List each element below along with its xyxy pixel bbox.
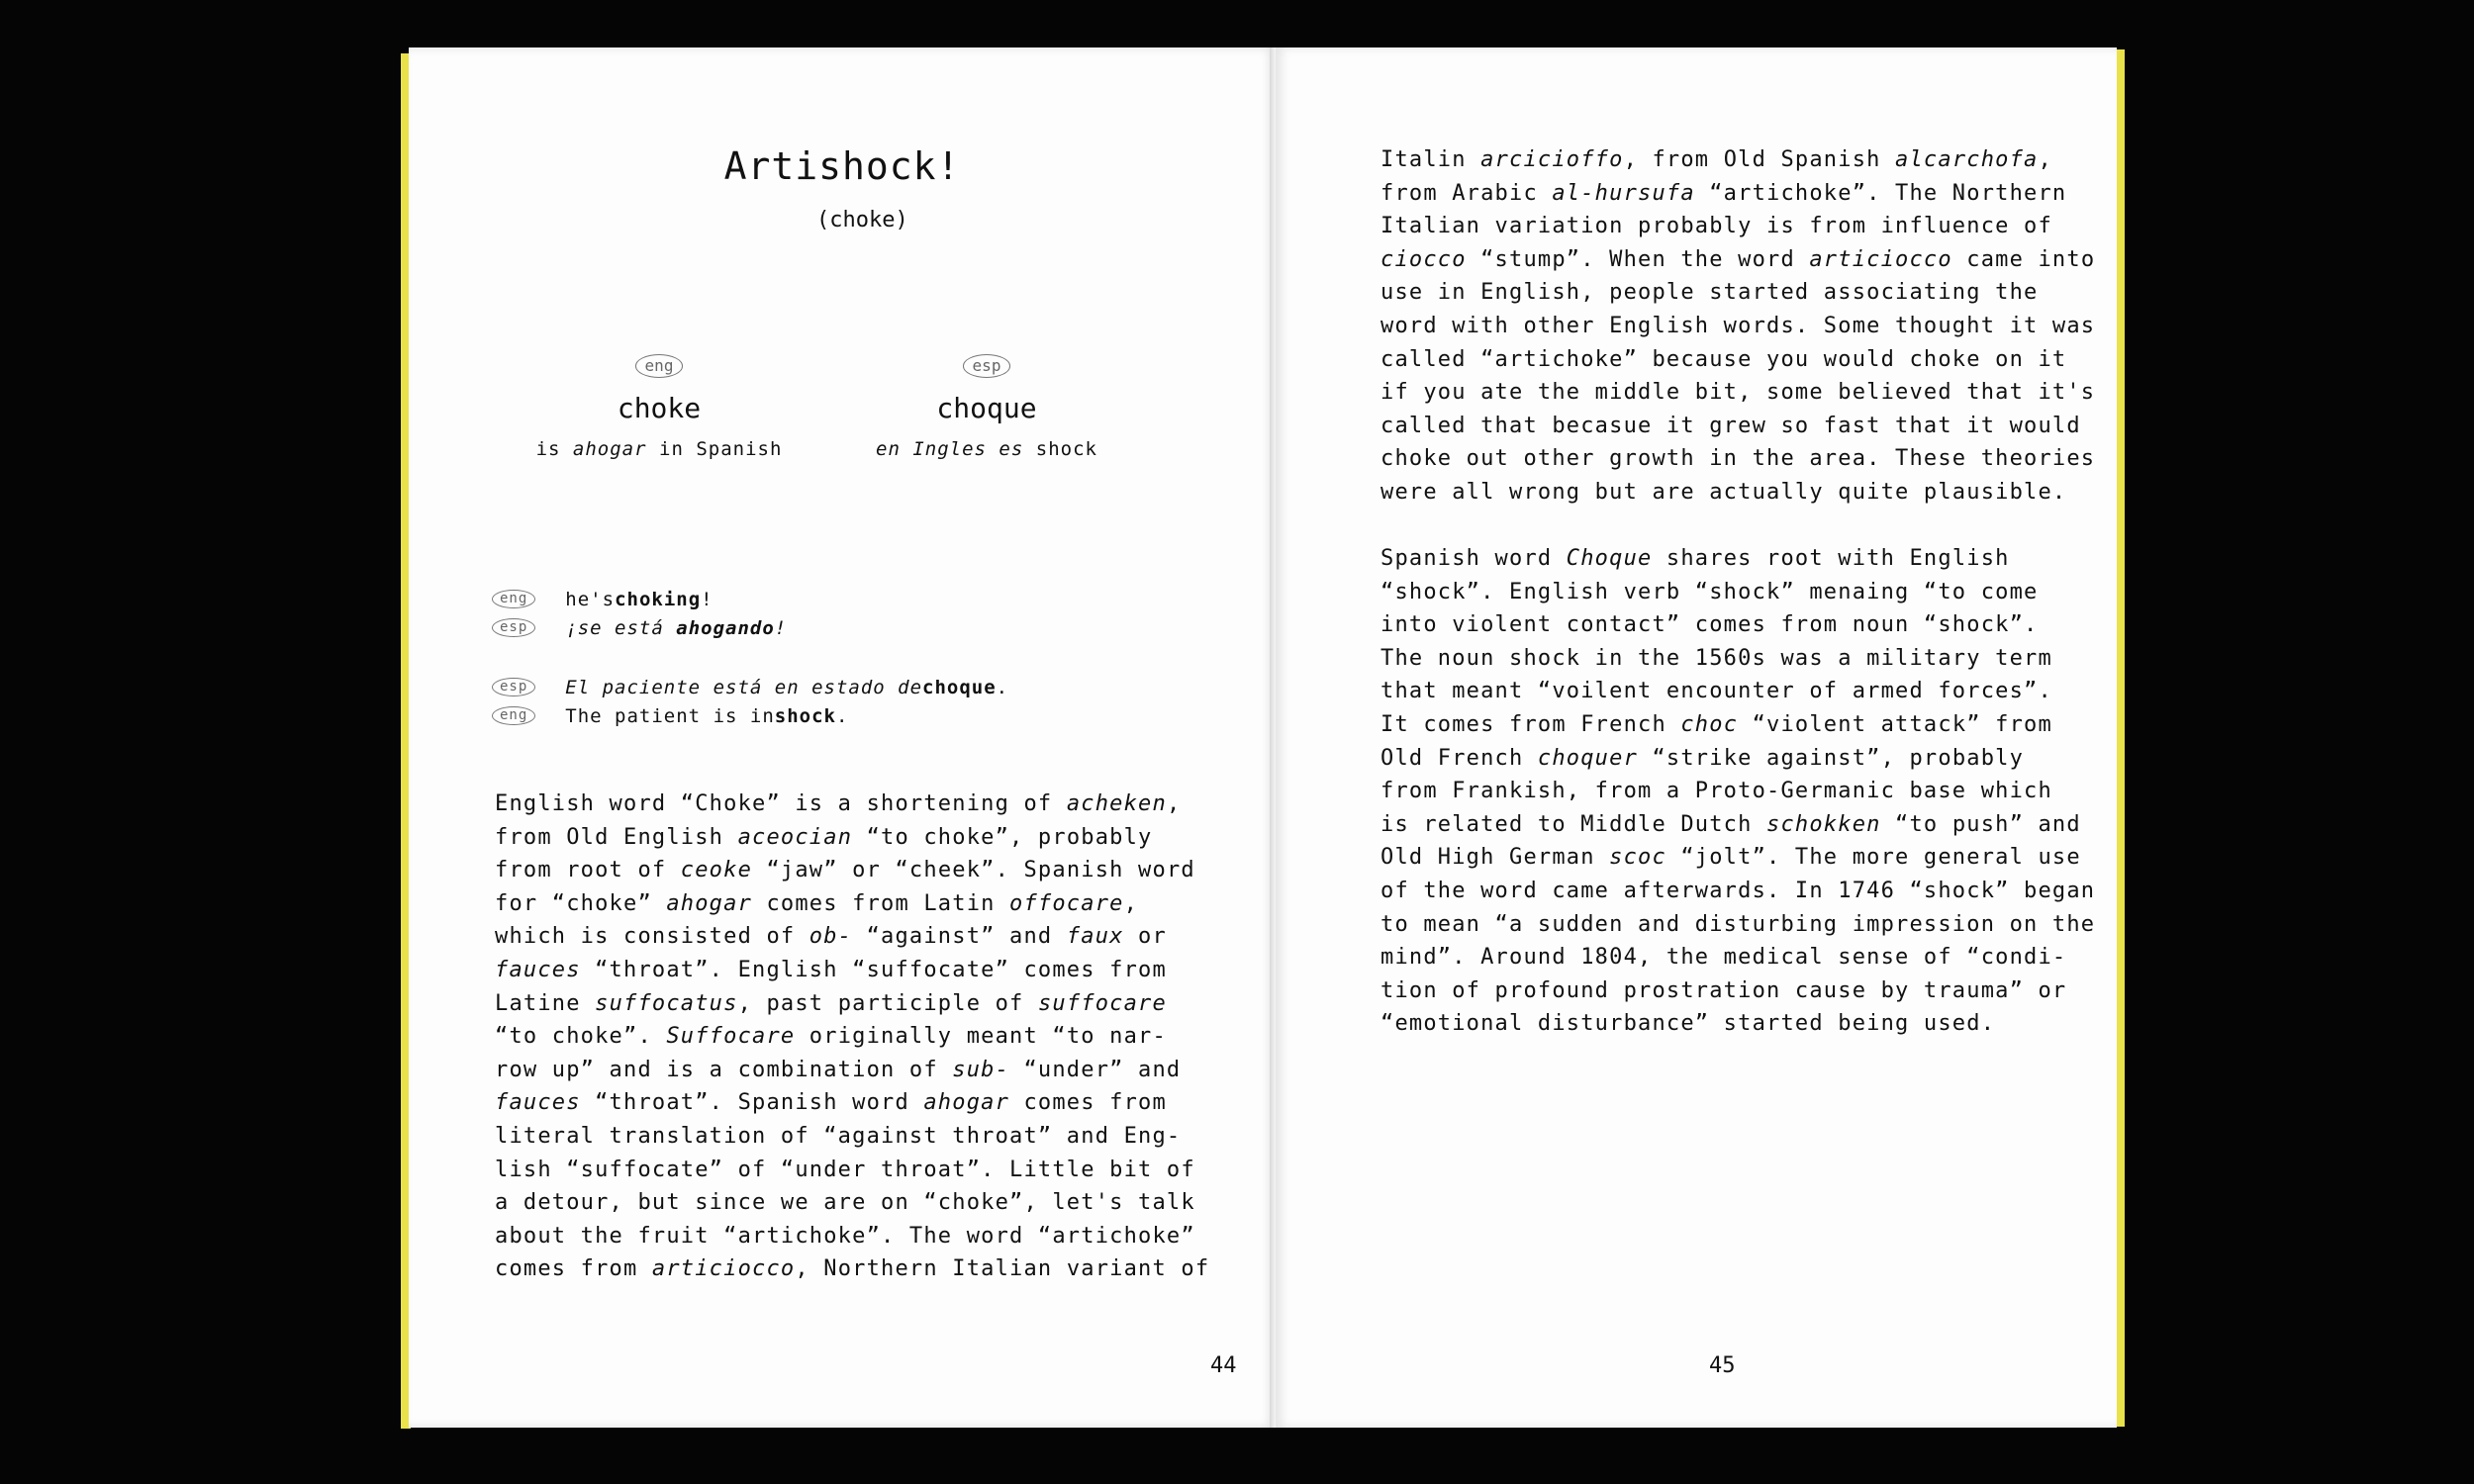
spanish-column	[838, 354, 1135, 460]
text-line: Italin arcicioffo, from Old Spanish alcarchofa,	[1380, 147, 2052, 172]
text-line: lish “suffocate” of “under throat”. Little bit of	[495, 1157, 1195, 1182]
text-line: which is consisted of ob- “against” and faux or	[495, 924, 1167, 950]
text-line: is related to Middle Dutch schokken “to push” and	[1380, 811, 2081, 837]
text-line: fauces “throat”. English “suffocate” comes from	[495, 957, 1167, 982]
text-line: about the fruit “artichoke”. The word “artichoke”	[495, 1223, 1195, 1249]
example-row: esp ¡se está ahogando!	[492, 613, 787, 642]
right-paragraph-2	[1380, 542, 2095, 1041]
open-book	[401, 47, 2125, 1433]
text-line: Old French choquer “strike against”, probably	[1380, 745, 2025, 771]
lang-badge-eng: eng	[635, 354, 684, 378]
text-line: “shock”. English verb “shock” menaing “to come	[1380, 579, 2039, 604]
text-line: “to choke”. Suffocare originally meant “to nar-	[495, 1024, 1167, 1050]
text-line: Spanish word Choque shares root with English	[1380, 546, 2010, 571]
text-line: literal translation of “against throat” and Eng-	[495, 1123, 1182, 1149]
text-line: mind”. Around 1804, the medical sense of “condi-	[1380, 945, 2067, 971]
example-row: eng he's choking !	[492, 585, 787, 613]
right-page	[1276, 47, 2117, 1428]
text-line: row up” and is a combination of sub- “under” and	[495, 1057, 1182, 1082]
page-title: Artishock!	[723, 144, 961, 188]
text-line: from Old English aceocian “to choke”, probably	[495, 824, 1153, 850]
text-line: It comes from French choc “violent attack” from	[1380, 711, 2052, 737]
english-column	[511, 354, 808, 460]
page-subtitle: (choke)	[816, 208, 908, 232]
text-line: Italian variation probably is from influence of	[1380, 214, 2052, 239]
headword-english: choke	[617, 392, 702, 424]
example-row: eng The patient is in shock .	[492, 701, 1008, 730]
text-line: of the word came afterwards. In 1746 “shock” began	[1380, 878, 2096, 903]
text-line: comes from articiocco, Northern Italian variant of	[495, 1256, 1210, 1282]
page-number: 45	[1709, 1353, 1736, 1378]
text-line: ciocco “stump”. When the word articiocco came into	[1380, 246, 2096, 272]
text-line: Latine suffocatus, past participle of suffocare	[495, 990, 1167, 1016]
lang-badge-esp: esp	[492, 618, 535, 637]
text-line: The noun shock in the 1560s was a military term	[1380, 645, 2052, 671]
text-line: from root of ceoke “jaw” or “cheek”. Spanish word	[495, 858, 1195, 883]
text-line: called that becasue it grew so fast that it would	[1380, 413, 2081, 438]
lang-badge-esp: esp	[963, 354, 1011, 378]
text-line: were all wrong but are actually quite plausible.	[1380, 479, 2067, 505]
text-line: called “artichoke” because you would choke on it	[1380, 346, 2067, 372]
text-line: “emotional disturbance” started being used.	[1380, 1011, 1996, 1037]
text-line: that meant “voilent encounter of armed forces”.	[1380, 679, 2052, 704]
lang-badge-eng: eng	[492, 706, 535, 725]
example-row: esp El paciente está en estado de choque .	[492, 673, 1008, 701]
example-group-shock	[492, 673, 1008, 730]
right-paragraph-1	[1380, 143, 2095, 510]
text-line: use in English, people started associating the	[1380, 280, 2039, 306]
lang-badge-esp: esp	[492, 678, 535, 696]
text-line: English word “Choke” is a shortening of acheken,	[495, 791, 1182, 816]
text-line: for “choke” ahogar comes from Latin offocare,	[495, 890, 1139, 916]
example-group-choking	[492, 585, 787, 642]
text-line: from Frankish, from a Proto-Germanic base which	[1380, 779, 2052, 804]
left-body-text	[495, 788, 1209, 1286]
headword-spanish: choque	[936, 392, 1037, 424]
text-line: into violent contact” comes from noun “shock”.	[1380, 612, 2039, 638]
text-line: choke out other growth in the area. These theories	[1380, 446, 2096, 472]
page-number: 44	[1210, 1353, 1237, 1378]
left-page	[409, 47, 1276, 1428]
text-line: Old High German scoc “jolt”. The more general use	[1380, 845, 2081, 871]
text-line: from Arabic al-hursufa “artichoke”. The Northern	[1380, 180, 2067, 206]
text-line: tion of profound prostration cause by trauma” or	[1380, 977, 2067, 1003]
lang-badge-eng: eng	[492, 590, 535, 608]
text-line: fauces “throat”. Spanish word ahogar comes from	[495, 1090, 1167, 1116]
text-line: if you ate the middle bit, some believed that it's	[1380, 380, 2096, 406]
text-line: a detour, but since we are on “choke”, let's talk	[495, 1190, 1195, 1216]
text-line: to mean “a sudden and disturbing impression on the	[1380, 911, 2096, 937]
text-line: word with other English words. Some thought it was	[1380, 313, 2096, 338]
gloss-spanish: en Ingles es shock	[876, 438, 1097, 460]
gloss-english: is ahogar in Spanish	[535, 438, 783, 460]
